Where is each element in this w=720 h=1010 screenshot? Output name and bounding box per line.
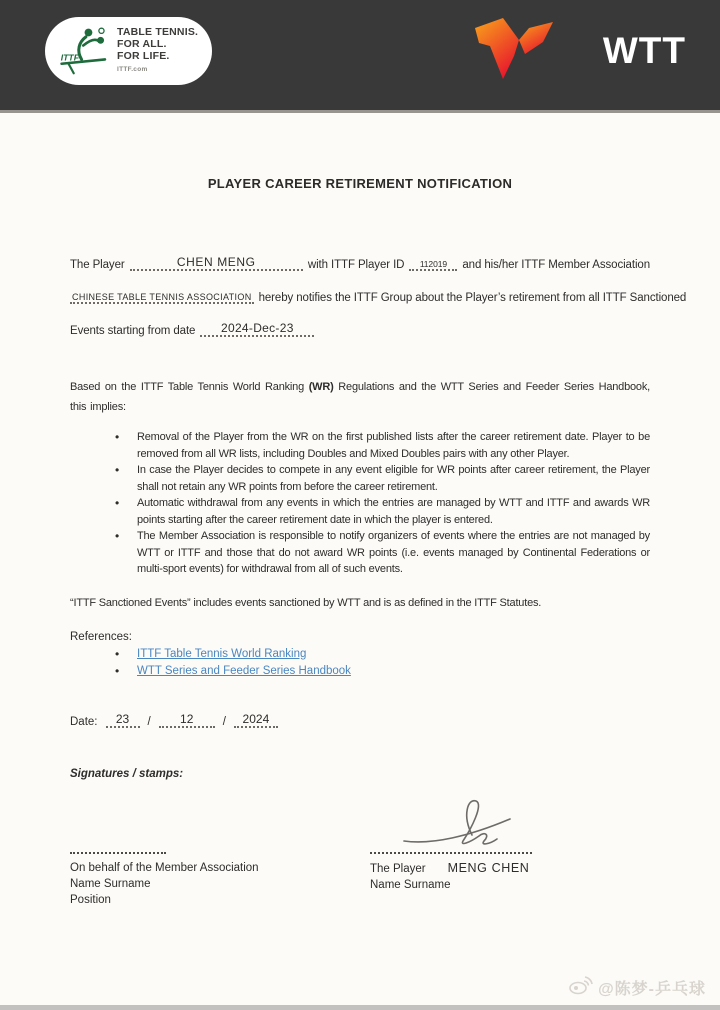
list-item: • Automatic withdrawal from any events in which the entries are managed by WTT and ITTF and awards WR points starting after the career retirement date in which the player is entered.	[115, 495, 650, 528]
sign-left-name-placeholder: Name Surname	[70, 877, 151, 890]
wr-abbreviation: (WR)	[308, 381, 334, 393]
list-item: • In case the Player decides to compete in any event eligible for WR points after career retirement, the Player shall not retain any WR points from before the career retirement.	[115, 462, 650, 495]
sign-right-role: The Player	[370, 862, 426, 875]
list-item	[115, 646, 650, 663]
references-list	[70, 646, 650, 680]
sanctioned-events-note: “ITTF Sanctioned Events” includes events sanctioned by WTT and is as defined in the ITTF Statutes.	[70, 596, 542, 609]
retirement-date-field: 2024-Dec-23	[200, 321, 314, 337]
member-association-signature-line	[70, 852, 166, 854]
ittf-logo-badge	[45, 17, 212, 85]
ittf-tagline-line2: FOR ALL.	[117, 38, 167, 50]
list-item	[115, 663, 650, 680]
list-item: • The Member Association is responsible to notify organizers of events where the entries are not managed by WTT or ITTF and those that do not award WR points (i.e. events managed by Continental Federations or multi-sport events) for withdrawal from all of such events.	[115, 528, 650, 578]
member-association-field: CHINESE TABLE TENNIS ASSOCIATION	[72, 292, 252, 302]
date-month-field: 12	[159, 712, 215, 728]
player-signature-space	[370, 796, 650, 852]
wtt-wordmark: WTT	[602, 30, 686, 71]
wtt-logo	[473, 16, 690, 87]
date-day-field: 23	[106, 712, 140, 728]
ittf-tagline-line1: TABLE TENNIS.	[117, 26, 199, 38]
sign-left-role: On behalf of the Member Association	[70, 861, 259, 874]
weibo-icon	[569, 975, 593, 1000]
reference-link-wtt-handbook[interactable]: WTT Series and Feeder Series Handbook	[137, 664, 351, 677]
player-id-field: 112019	[409, 259, 457, 271]
page-title: PLAYER CAREER RETIREMENT NOTIFICATION	[207, 176, 513, 191]
player-name-field: CHEN MENG	[130, 255, 303, 271]
ittf-figure-label: ITTF	[60, 51, 80, 62]
intro-line-2	[70, 271, 687, 304]
ittf-player-figure-icon	[59, 21, 111, 82]
player-signature-scribble	[398, 793, 523, 856]
wtt-mark-icon	[473, 16, 565, 87]
member-association-signature-space	[70, 796, 370, 852]
sign-left-position-placeholder: Position	[70, 893, 111, 906]
date-row	[70, 712, 650, 728]
intro-paragraph	[70, 238, 687, 337]
bottom-edge-strip	[0, 1005, 720, 1010]
ittf-tagline	[117, 26, 198, 76]
player-signature-block	[370, 796, 650, 908]
based-on-text: Regulations and the WTT Series and Feeder Series Handbook, this implies:	[70, 381, 651, 413]
retirement-implications-list	[70, 429, 650, 578]
reference-link-ittf-world-ranking[interactable]: ITTF Table Tennis World Ranking	[137, 647, 307, 660]
based-on-text: Based on the ITTF Table Tennis World Ranking	[70, 381, 309, 393]
based-on-paragraph	[70, 377, 650, 417]
weibo-watermark	[569, 975, 706, 1000]
document-body	[0, 176, 720, 908]
intro-text: Events starting from date	[70, 325, 196, 337]
ittf-site-url: ITTF.com	[117, 66, 148, 73]
header-bar	[0, 0, 720, 113]
intro-text: hereby notifies the ITTF Group about the Player’s retirement from all ITTF Sanctioned	[258, 292, 687, 304]
signatures-stamps-label: Signatures / stamps:	[70, 767, 184, 780]
intro-text: with ITTF Player ID	[307, 259, 405, 271]
date-year-field: 2024	[234, 712, 278, 728]
references-label: References:	[70, 630, 133, 643]
date-separator: /	[147, 715, 151, 728]
intro-line-1	[70, 238, 650, 271]
date-label: Date:	[70, 715, 98, 728]
watermark-text: @陈梦-乒乓球	[598, 981, 706, 998]
sign-right-name-placeholder: Name Surname	[370, 878, 451, 891]
ittf-tagline-line3: FOR LIFE.	[117, 50, 170, 62]
intro-line-3	[70, 304, 650, 337]
member-association-signature-block	[70, 796, 370, 908]
signature-section	[70, 796, 650, 908]
intro-text: and his/her ITTF Member Association	[462, 259, 650, 271]
intro-text: The Player	[70, 259, 125, 271]
list-item: • Removal of the Player from the WR on the first published lists after the career retirement date. Player to be removed from all WR lists, including Doubles and Mixed Doubles pairs with any other Player.	[115, 429, 650, 462]
player-signed-name: MENG CHEN	[447, 860, 530, 875]
date-separator: /	[222, 715, 226, 728]
